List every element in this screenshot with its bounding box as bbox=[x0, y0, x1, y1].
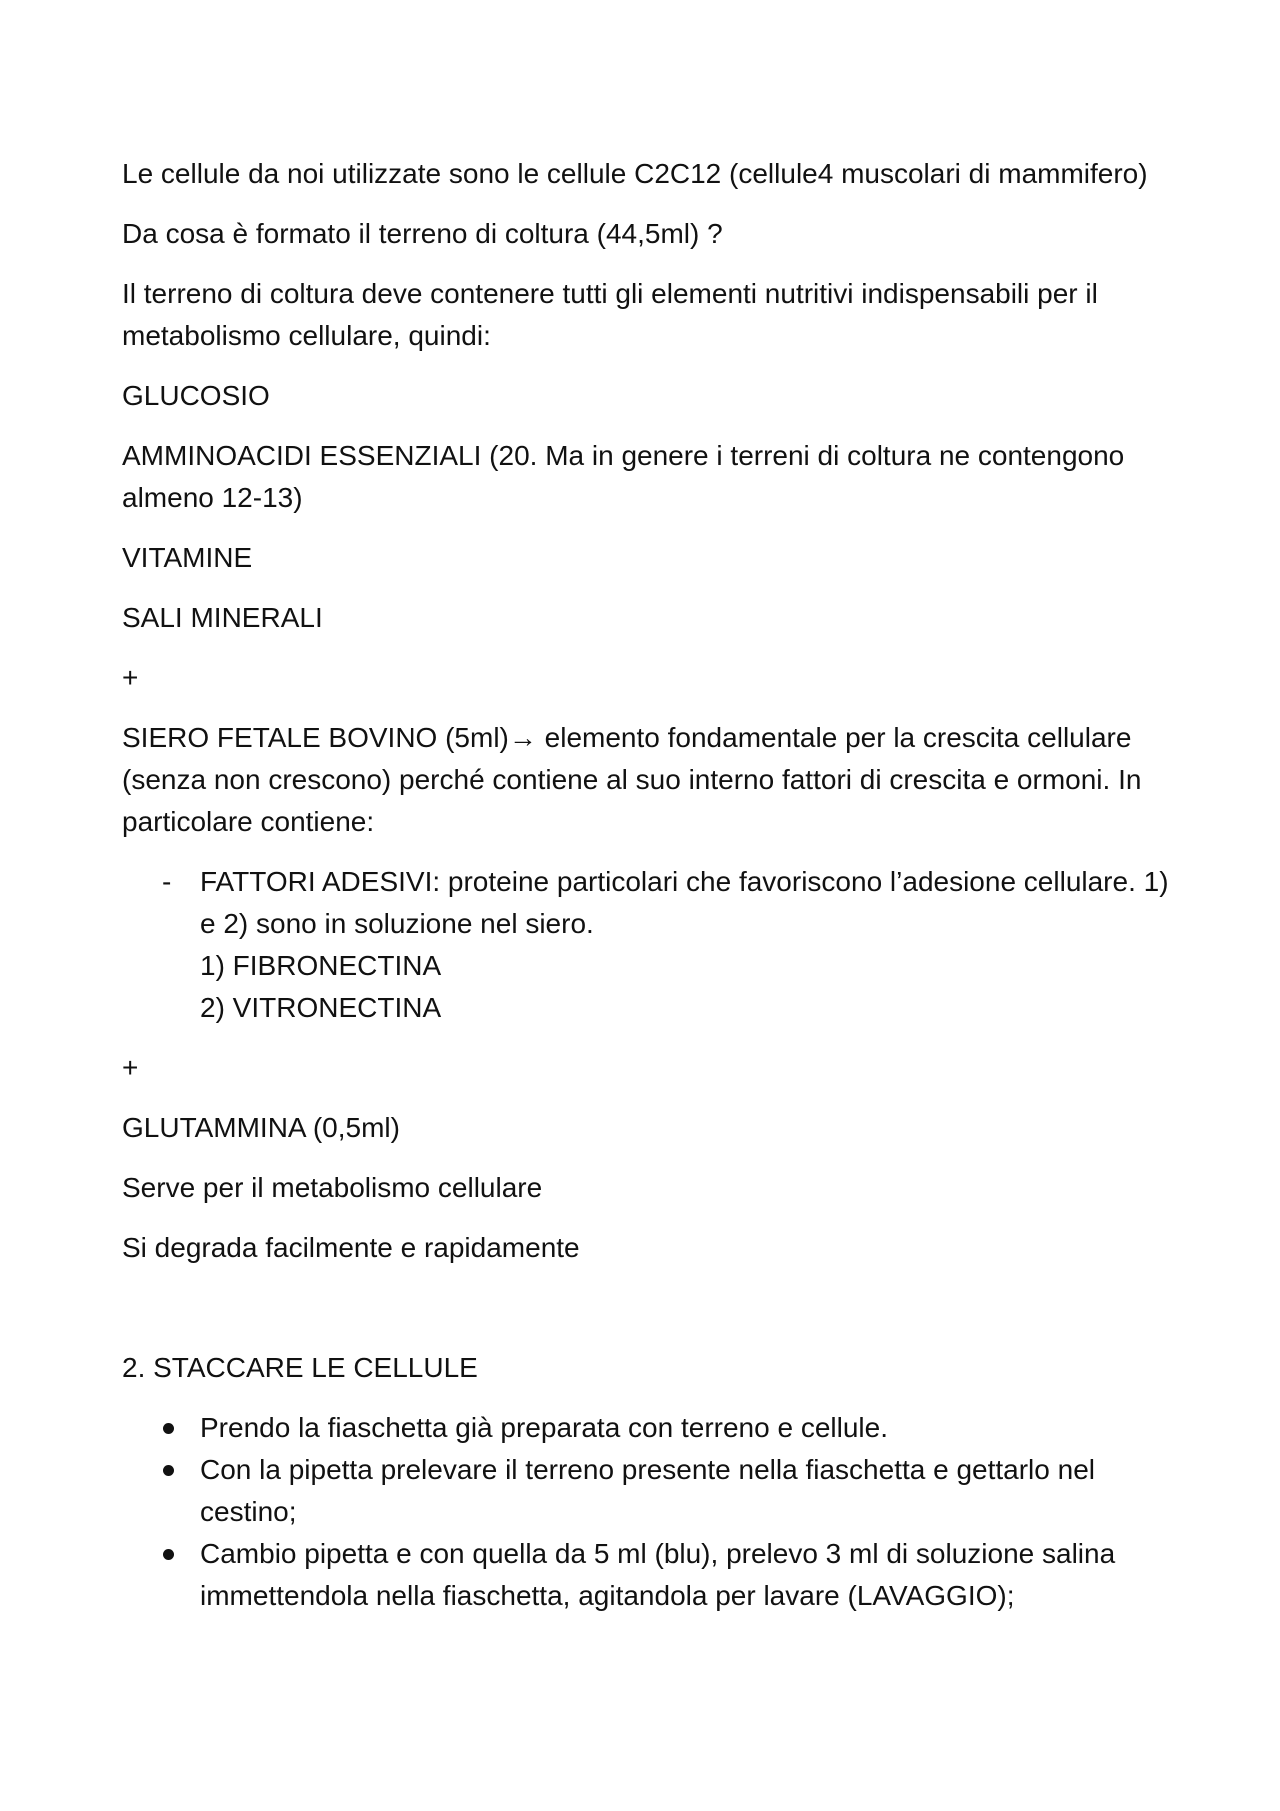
fattori-text: FATTORI ADESIVI: proteine particolari che favoriscono l’adesione cellulare. 1) e 2) sono in soluzione nel siero. bbox=[200, 866, 1169, 939]
glutammina-line-1: Serve per il metabolismo cellulare bbox=[122, 1172, 543, 1203]
section-heading: 2. STACCARE LE CELLULE bbox=[122, 1352, 478, 1383]
fattori-list bbox=[122, 861, 1172, 1029]
bullet-icon bbox=[163, 1549, 174, 1560]
intro-paragraph: Le cellule da noi utilizzate sono le cellule C2C12 (cellule4 muscolari di mammifero) bbox=[122, 158, 1148, 189]
question-line: Da cosa è formato il terreno di coltura (44,5ml) ? bbox=[122, 218, 723, 249]
glutammina-line-2: Si degrada facilmente e rapidamente bbox=[122, 1232, 580, 1263]
siero-paragraph bbox=[122, 717, 1172, 843]
steps-list bbox=[122, 1407, 1172, 1617]
list-item bbox=[122, 1449, 1172, 1533]
step-text: Prendo la fiaschetta già preparata con terreno e cellule. bbox=[200, 1412, 888, 1443]
fibronectina-line: 1) FIBRONECTINA bbox=[200, 950, 442, 981]
vitamine-line: VITAMINE bbox=[122, 542, 253, 573]
plus-sign: + bbox=[122, 1052, 139, 1083]
dash-marker: - bbox=[162, 866, 172, 897]
amminoacidi-line: AMMINOACIDI ESSENZIALI (20. Ma in genere i terreni di coltura ne contengono almeno 12-13) bbox=[122, 440, 1125, 513]
document-page bbox=[122, 153, 1172, 1617]
spacer bbox=[122, 1287, 1172, 1347]
glucosio-line: GLUCOSIO bbox=[122, 380, 270, 411]
bullet-icon bbox=[163, 1423, 174, 1434]
step-text: Con la pipetta prelevare il terreno presente nella fiaschetta e gettarlo nel cestino; bbox=[200, 1454, 1095, 1527]
list-item bbox=[122, 1407, 1172, 1449]
list-item bbox=[122, 1533, 1172, 1617]
glutammina-title: GLUTAMMINA (0,5ml) bbox=[122, 1112, 400, 1143]
step-text: Cambio pipetta e con quella da 5 ml (blu), prelevo 3 ml di soluzione salina immettendola nella fiaschetta, agitandola per lavare (LAVAGGIO); bbox=[200, 1538, 1116, 1611]
siero-lead: SIERO FETALE BOVINO (5ml) bbox=[122, 722, 509, 753]
nutrients-paragraph: Il terreno di coltura deve contenere tutti gli elementi nutritivi indispensabili per il metabolismo cellulare, quindi: bbox=[122, 278, 1098, 351]
vitronectina-line: 2) VITRONECTINA bbox=[200, 992, 442, 1023]
plus-sign: + bbox=[122, 662, 139, 693]
siero-description: elemento fondamentale per la crescita cellulare (senza non crescono) perché contiene al suo interno fattori di crescita e ormoni. In particolare contiene: bbox=[122, 722, 1142, 837]
sali-line: SALI MINERALI bbox=[122, 602, 323, 633]
arrow-icon: → bbox=[508, 722, 537, 753]
fattori-item bbox=[122, 861, 1172, 1029]
bullet-icon bbox=[163, 1465, 174, 1476]
